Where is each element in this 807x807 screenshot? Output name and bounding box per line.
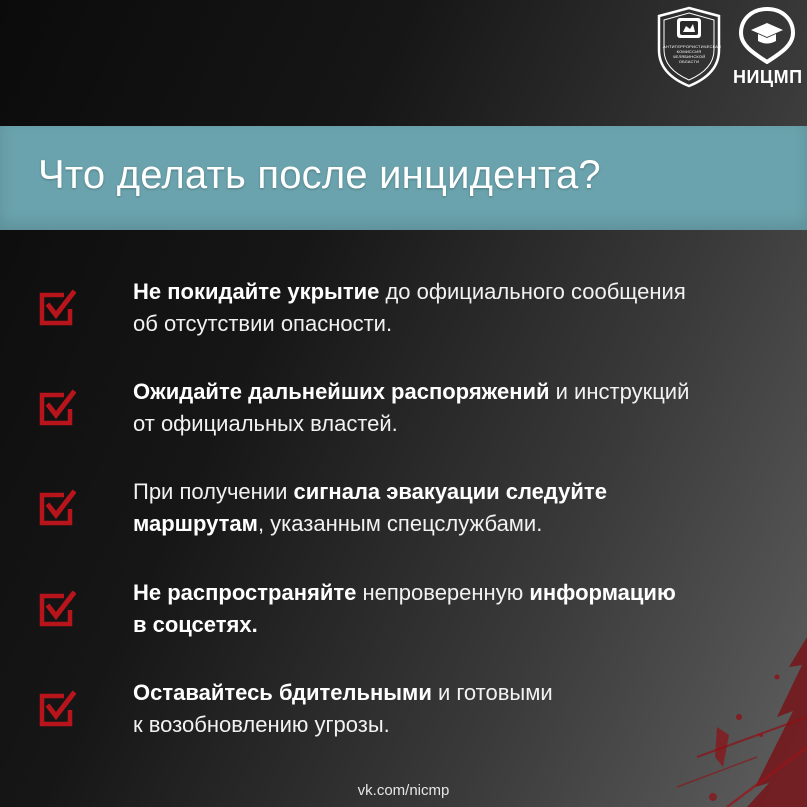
emphasis-text: сигнала эвакуации следуйте xyxy=(293,479,607,504)
shield-line: КОМИССИЯ xyxy=(676,49,702,54)
checkbox-checked-icon xyxy=(38,389,76,427)
shield-caption xyxy=(663,44,722,64)
nicmp-label: НИЦМП xyxy=(733,67,803,87)
nicmp-logo xyxy=(733,6,801,88)
shield-line: ОБЛАСТИ xyxy=(678,59,700,64)
body-text: и готовыми xyxy=(431,680,553,705)
body-text: от официальных властей. xyxy=(133,411,398,436)
emphasis-text: Не распространяйте xyxy=(133,580,357,605)
shield-line: АНТИТЕРРОРИСТИЧЕСКАЯ xyxy=(663,44,722,49)
checkbox-checked-icon xyxy=(38,489,76,527)
emphasis-text: Оставайтесь бдительными xyxy=(133,680,432,705)
body-text: При получении xyxy=(133,479,294,504)
checkbox-checked-icon xyxy=(38,289,76,327)
location-pin-graduation-icon xyxy=(733,6,801,64)
body-text: , указанным спецслужбами. xyxy=(257,511,543,536)
body-text: об отсутствии опасности. xyxy=(133,311,393,336)
body-text: к возобновлению угрозы. xyxy=(133,712,390,737)
checkbox-checked-icon xyxy=(38,590,76,628)
footer-link[interactable]: vk.com/nicmp xyxy=(357,782,450,799)
emphasis-text: информацию xyxy=(529,580,676,605)
logos xyxy=(655,6,801,88)
body-text: непроверенную xyxy=(356,580,530,605)
page-title: Что делать после инцидента? xyxy=(38,153,601,197)
list-item-text xyxy=(133,476,763,540)
shield-line: ЧЕЛЯБИНСКОЙ xyxy=(672,54,706,59)
list-item-text xyxy=(133,276,763,340)
shield-emblem-icon xyxy=(655,6,723,88)
emphasis-text: Ожидайте дальнейших распоряжений xyxy=(133,379,550,404)
body-text: и инструкций xyxy=(549,379,690,404)
body-text: до официального сообщения xyxy=(379,279,686,304)
emphasis-text: в соцсетях. xyxy=(133,612,258,637)
emphasis-text: Не покидайте укрытие xyxy=(133,279,380,304)
title-banner xyxy=(0,126,807,230)
emphasis-text: маршрутам xyxy=(133,511,258,536)
checkbox-checked-icon xyxy=(38,690,76,728)
list-item-text xyxy=(133,376,763,440)
blood-splatter-decoration xyxy=(657,607,807,807)
